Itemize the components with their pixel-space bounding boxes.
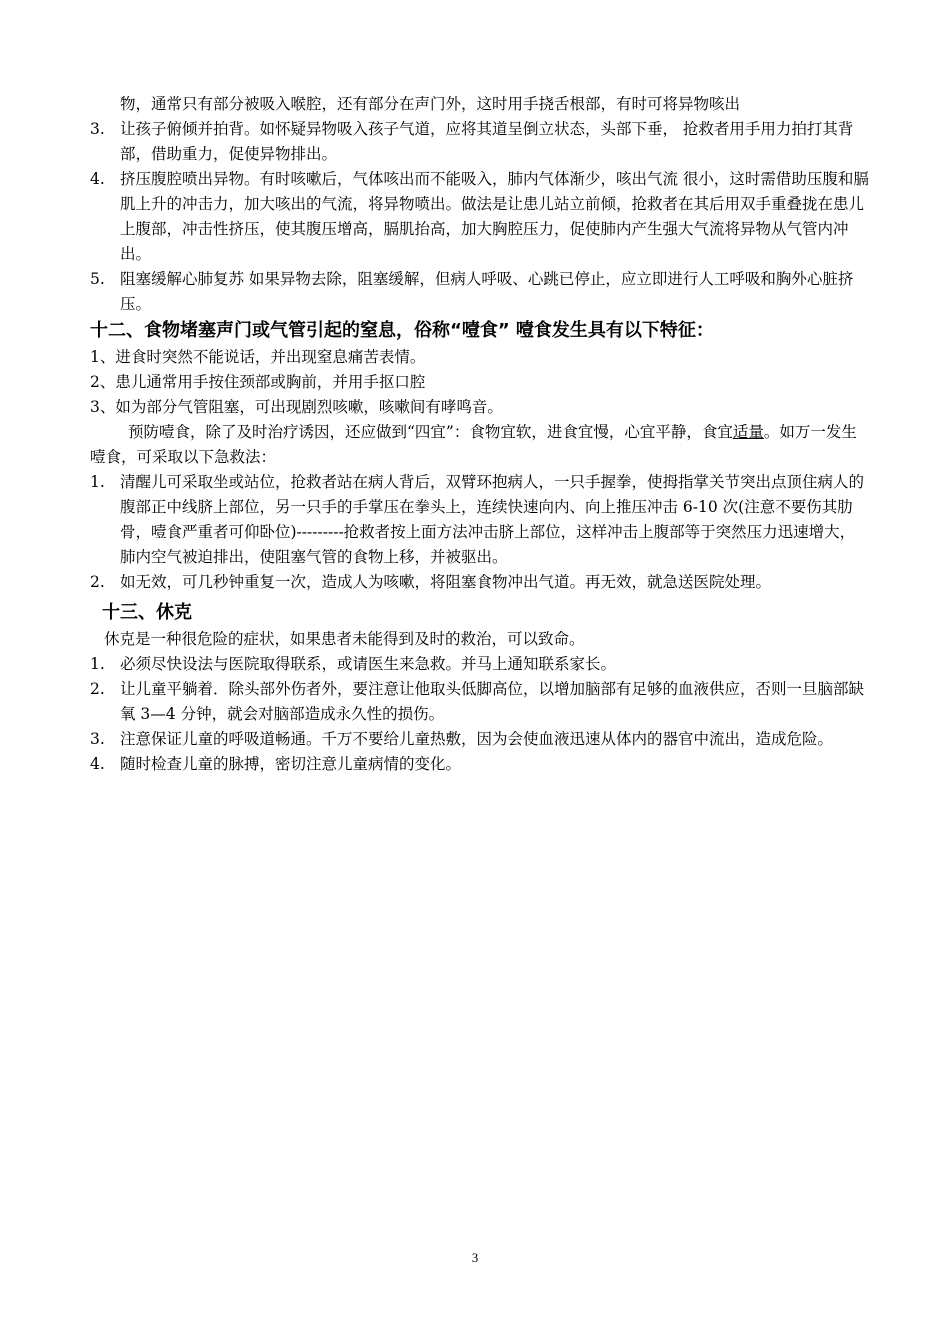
document-page [90,92,870,777]
list-number: 3. [90,120,105,138]
prevention-paragraph [90,420,870,470]
list-text: 清醒儿可采取坐或站位，抢救者站在病人背后，双臂环抱病人，一只手握拳，使拇指掌关节突出点顶住病人的腹部正中线脐上部位，另一只手的手掌压在拳头上，连续快速向内、向上推压冲击 6-10 次(注意不要伤其肋骨，噎食严重者可仰卧位)---------抢救者按上面方法冲击脐上部位，这样冲击上腹部等于突然压力迅速增大，肺内空气被迫排出，使阻塞气管的食物上移，并被驱出。 [120,473,865,566]
prevention-text-end: 。如万一发生噎食，可采取以下急救法： [90,423,857,466]
list-number: 3. [90,730,105,748]
list-number: 1. [90,473,105,491]
first-aid-list [90,117,870,317]
list-item [90,167,870,267]
list-item [90,117,870,167]
list-number: 5. [90,270,105,288]
list-text: 必须尽快设法与医院取得联系，或请医生来急救。并马上通知联系家长。 [120,655,617,673]
page-number: 3 [471,1250,479,1265]
section-13-heading: 十三、休克 [102,602,192,623]
section-12-heading: 十二、食物堵塞声门或气管引起的窒息，俗称“噎食” 噎食发生具有以下特征： [90,320,714,341]
symptom-line: 2、患儿通常用手按住颈部或胸前，并用手抠口腔 [90,373,426,391]
list-text: 如无效，可几秒钟重复一次，造成人为咳嗽，将阻塞食物冲出气道。再无效，就急送医院处理。 [120,573,772,591]
list-text: 挤压腹腔喷出异物。有时咳嗽后，气体咳出而不能吸入，肺内气体渐少，咳出气流 很小，这时需借助压腹和膈肌上升的冲击力，加大咳出的气流，将异物喷出。做法是让患儿站立前倾，抢救者在其后用双手重叠拢在患儿上腹部，冲击性挤压，使其腹压增高，膈肌抬高，加大胸腔压力，促使肺内产生强大气流将异物从气管内冲出。 [120,170,869,263]
list-item [90,752,870,777]
list-text: 阻塞缓解心肺复苏 如果异物去除，阻塞缓解，但病人呼吸、心跳已停止，应立即进行人工呼吸和胸外心脏挤压。 [120,270,854,313]
choking-aid-list [90,470,870,595]
symptom-line: 1、进食时突然不能说话，并出现窒息痛苦表情。 [90,348,426,366]
list-text: 让孩子俯倾并拍背。如怀疑异物吸入孩子气道，应将其道呈倒立状态，头部下垂， 抢救者用手用力拍打其背部，借助重力，促使异物排出。 [120,120,854,163]
list-number: 4. [90,755,105,773]
list-text: 注意保证儿童的呼吸道畅通。千万不要给儿童热敷，因为会使血液迅速从体内的器官中流出，造成危险。 [120,730,834,748]
list-item [90,267,870,317]
shock-aid-list [90,652,870,777]
list-item [90,570,870,595]
list-item [90,727,870,752]
list-number: 1. [90,655,105,673]
list-item [90,677,870,727]
list-item [90,652,870,677]
list-text: 随时检查儿童的脉搏，密切注意儿童病情的变化。 [120,755,462,773]
list-number: 2. [90,680,105,698]
prevention-text: 预防噎食，除了及时治疗诱因，还应做到“四宜”：食物宜软，进食宜慢，心宜平静，食宜 [128,423,733,441]
continuation-paragraph: 物，通常只有部分被吸入喉腔，还有部分在声门外，这时用手挠舌根部，有时可将异物咳出 [120,95,741,113]
list-item [90,470,870,570]
list-number: 4. [90,170,105,188]
underlined-text: 适量 [732,423,764,441]
symptom-line: 3、如为部分气管阻塞，可出现剧烈咳嗽，咳嗽间有哮鸣音。 [90,398,503,416]
shock-intro: 休克是一种很危险的症状，如果患者未能得到及时的救治，可以致命。 [104,630,585,648]
list-number: 2. [90,573,105,591]
list-text: 让儿童平躺着．除头部外伤者外，要注意让他取头低脚高位，以增加脑部有足够的血液供应，否则一旦脑部缺氧 3—4 分钟，就会对脑部造成永久性的损伤。 [120,680,865,723]
